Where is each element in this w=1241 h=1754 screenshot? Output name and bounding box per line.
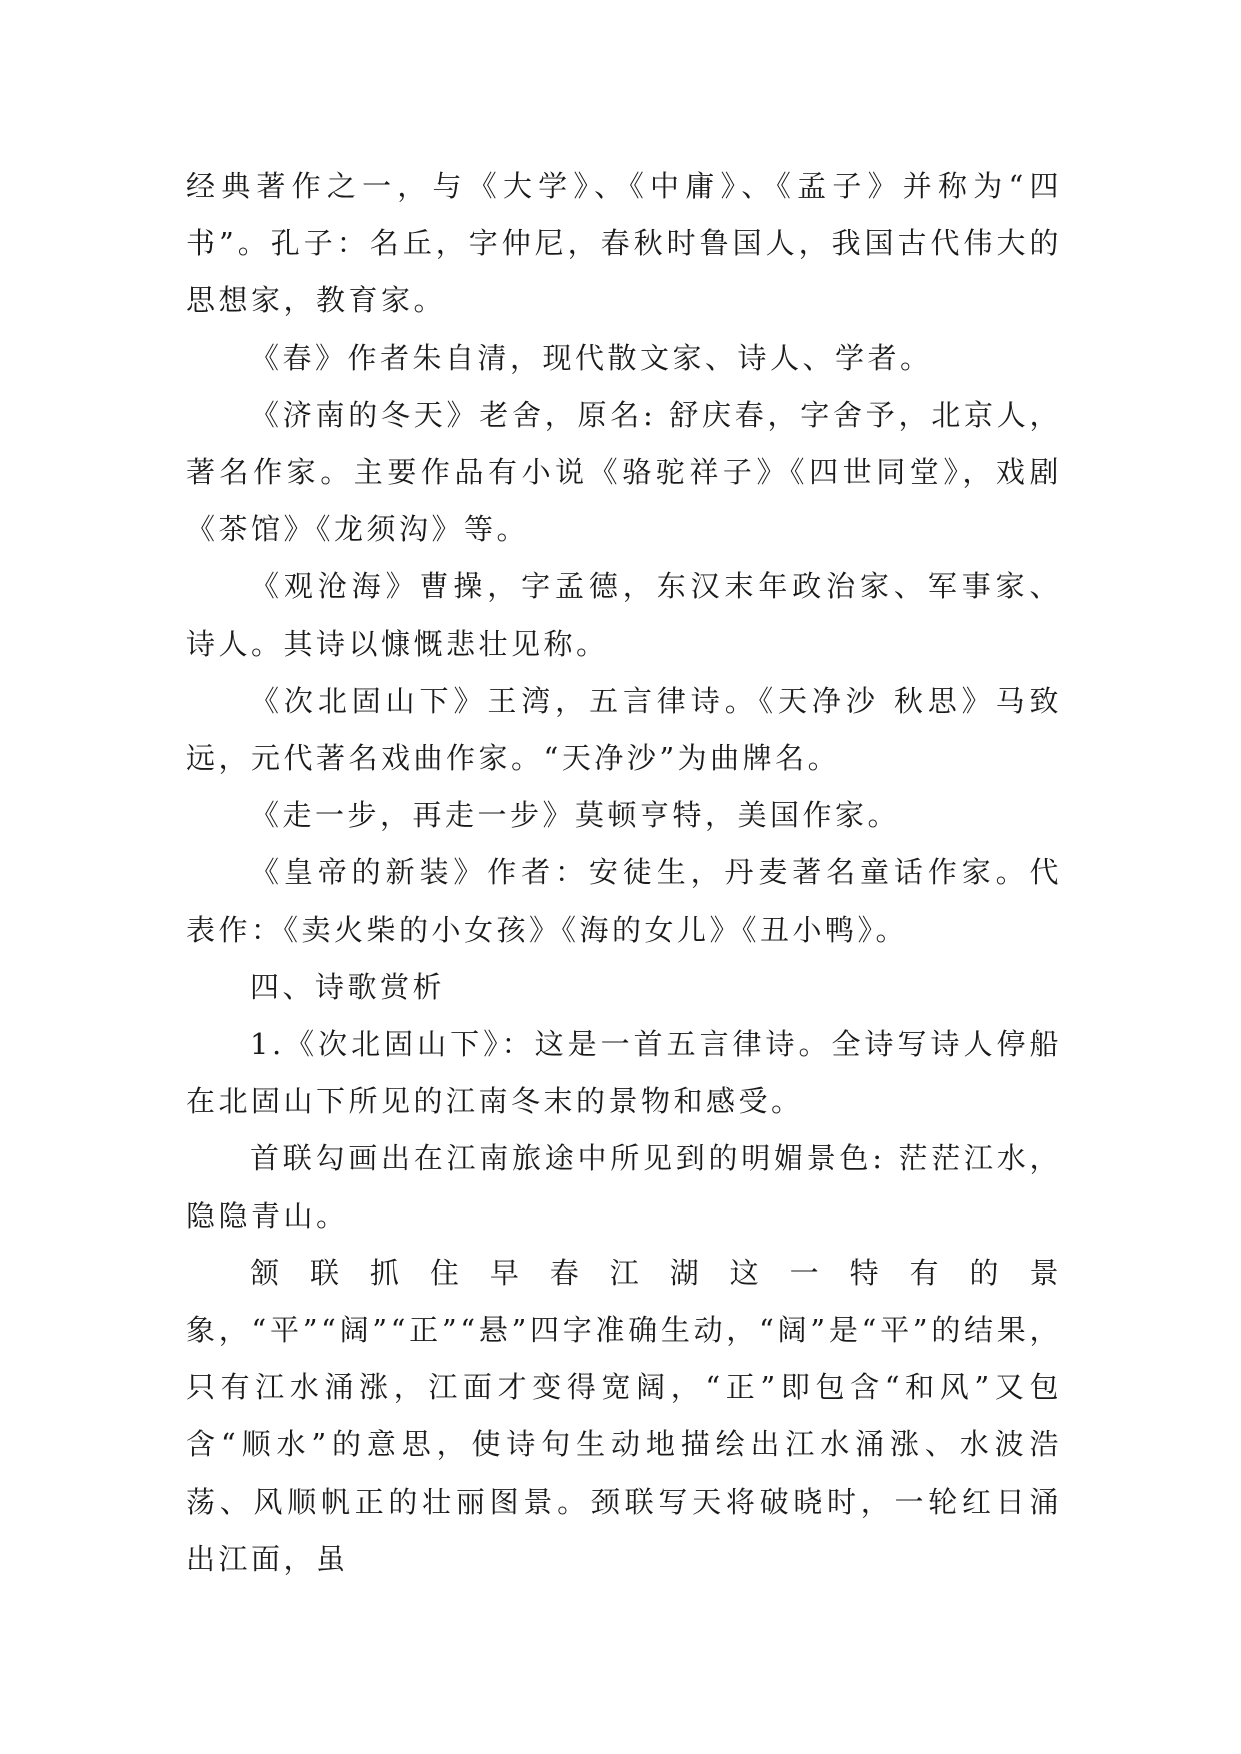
paragraph-jinan-author: 《济南的冬天》老舍，原名: 舒庆春，字舍予，北京人，著名作家。主要作品有小说《骆驼祥子》《四世同堂》，戏剧《茶馆》《龙须沟》等。 xyxy=(186,397,1062,547)
paragraph-guancanghai-author: 《观沧海》曹操，字孟德，东汉末年政治家、军事家、诗人。其诗以慷慨悲壮见称。 xyxy=(186,569,1062,661)
paragraph-huangdi-author: 《皇帝的新装》作者：安徒生，丹麦著名童话作家。代表作：《卖火柴的小女孩》《海的女儿》《丑小鸭》。 xyxy=(186,855,1062,947)
paragraph-zouyibu-author: 《走一步，再走一步》莫顿亨特，美国作家。 xyxy=(250,798,901,833)
section-heading-poetry: 四、诗歌赏析 xyxy=(250,969,446,1004)
paragraph-hanlian: 颔联抓住早春江湖这一特有的景象，“平”“阔”“正”“悬”四字准确生动，“阔”是“平”的结果，只有江水涌涨，江面才变得宽阔，“正”即包含“和风”又包含“顺水”的意思，使诗句生动地描绘出江水涌涨、水波浩荡、风顺帆正的壮丽图景。颈联写天将破晓时，一轮红日涌出江面，虽 xyxy=(186,1255,1062,1576)
paragraph-poem-1-intro: 1.《次北固山下》：这是一首五言律诗。全诗写诗人停船在北固山下所见的江南冬末的景物和感受。 xyxy=(186,1027,1062,1119)
paragraph-cibeigu-author: 《次北固山下》王湾，五言律诗。《天净沙 秋思》马致远，元代著名戏曲作家。“天净沙”为曲牌名。 xyxy=(186,683,1062,776)
paragraph-shoulian: 首联勾画出在江南旅途中所见到的明媚景色: 茫茫江水，隐隐青山。 xyxy=(186,1141,1062,1233)
body-text xyxy=(186,158,1062,1588)
paragraph-chun-author: 《春》作者朱自清，现代散文家、诗人、学者。 xyxy=(250,340,933,375)
paragraph-sishu-intro: 经典著作之一，与《大学》、《中庸》、《孟子》并称为“四书”。孔子：名丘，字仲尼，春秋时鲁国人，我国古代伟大的思想家，教育家。 xyxy=(186,169,1062,318)
